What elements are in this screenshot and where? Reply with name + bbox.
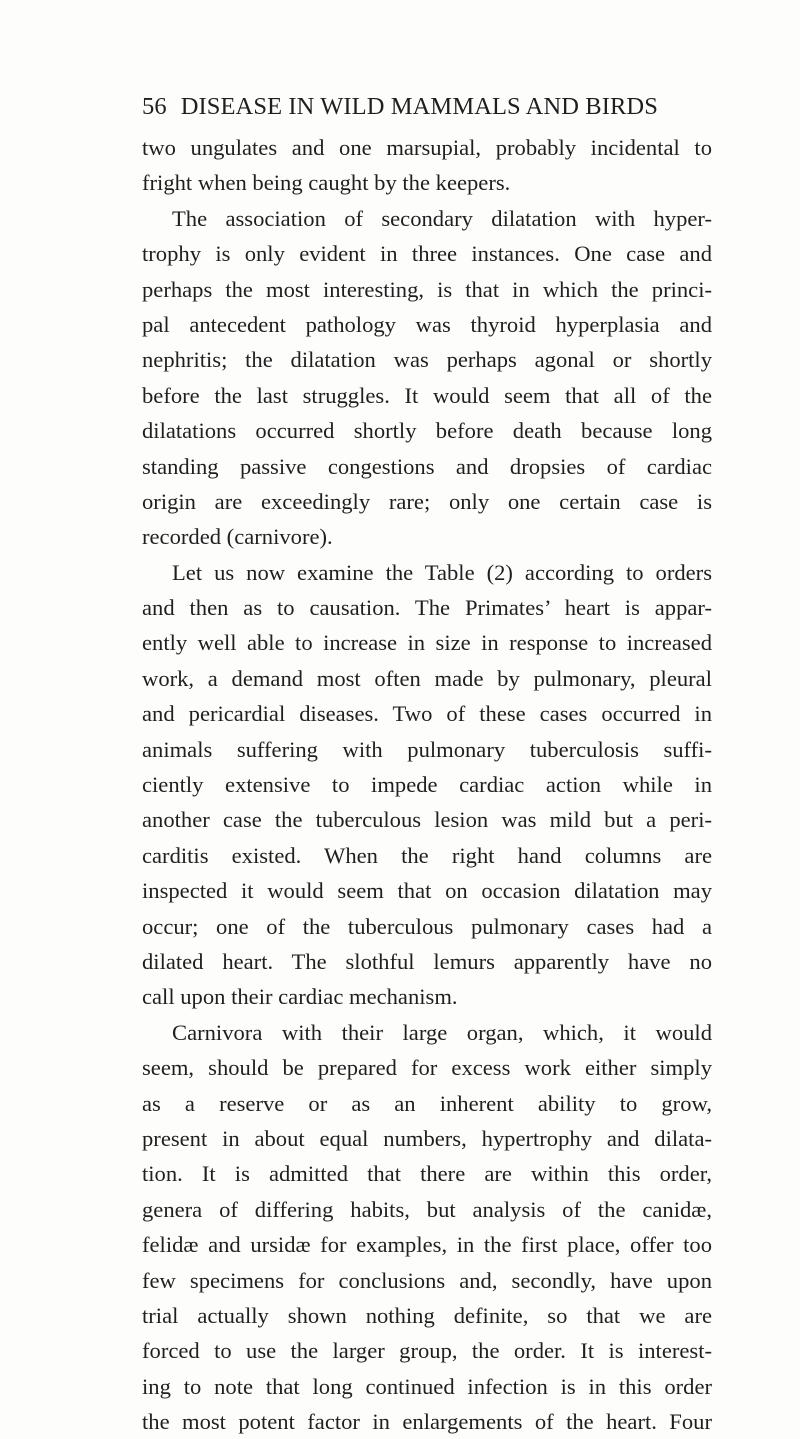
text-line: few specimens for conclusions and, secondly, have upon [142,1267,712,1293]
text-line: dilatations occurred shortly before death because long [142,418,712,444]
text-line: ently well able to increase in size in response to increased [142,630,712,656]
paragraph-first-line: Let us now examine the Table (2) according to orders [172,559,712,585]
text-line: present in about equal numbers, hypertrophy and dilata- [142,1125,712,1151]
body-text [142,130,712,1439]
text-line: pal antecedent pathology was thyroid hyperplasia and [142,311,712,337]
text-line: as a reserve or as an inherent ability to grow, [142,1090,712,1116]
page-number: 56 [142,93,167,120]
text-line: call upon their cardiac mechanism. [142,984,458,1010]
paragraph-first-line: Carnivora with their large organ, which, it would [172,1019,712,1045]
text-line: felidæ and ursidæ for examples, in the first place, offer too [142,1232,712,1258]
paragraph-first-line: The association of secondary dilatation with hyper- [172,205,712,231]
text-line: and pericardial diseases. Two of these cases occurred in [142,701,712,727]
text-line: animals suffering with pulmonary tuberculosis suffi- [142,736,712,762]
running-head [142,90,702,124]
text-line: seem, should be prepared for excess work either simply [142,1055,712,1081]
text-line: dilated heart. The slothful lemurs apparently have no [142,948,712,974]
text-line: the most potent factor in enlargements of the heart. Four [142,1409,712,1435]
text-line: recorded (carnivore). [142,524,333,550]
text-line: ciently extensive to impede cardiac action while in [142,772,712,798]
text-line: two ungulates and one marsupial, probably incidental to [142,135,712,160]
text-line: origin are exceedingly rare; only one certain case is [142,488,712,514]
text-line: another case the tuberculous lesion was mild but a peri- [142,807,712,833]
text-line: and then as to causation. The Primates’ heart is appar- [142,595,712,621]
text-line: ing to note that long continued infection is in this order [142,1373,712,1399]
text-line: tion. It is admitted that there are within this order, [142,1161,712,1187]
text-line: genera of differing habits, but analysis of the canidæ, [142,1196,712,1222]
text-line: work, a demand most often made by pulmonary, pleural [142,665,712,691]
text-line: standing passive congestions and dropsies of cardiac [142,453,712,479]
text-line: occur; one of the tuberculous pulmonary cases had a [142,913,712,939]
text-line: fright when being caught by the keepers. [142,170,511,196]
text-line: carditis existed. When the right hand columns are [142,842,712,868]
text-line: trial actually shown nothing definite, so that we are [142,1302,712,1328]
text-line: before the last struggles. It would seem that all of the [142,382,712,408]
running-title: DISEASE IN WILD MAMMALS AND BIRDS [180,93,658,120]
text-line: forced to use the larger group, the order. It is interest- [142,1338,712,1364]
text-line: inspected it would seem that on occasion dilatation may [142,878,712,904]
text-line: nephritis; the dilatation was perhaps agonal or shortly [142,347,712,373]
text-line: perhaps the most interesting, is that in which the princi- [142,276,712,302]
text-line: trophy is only evident in three instances. One case and [142,241,712,267]
